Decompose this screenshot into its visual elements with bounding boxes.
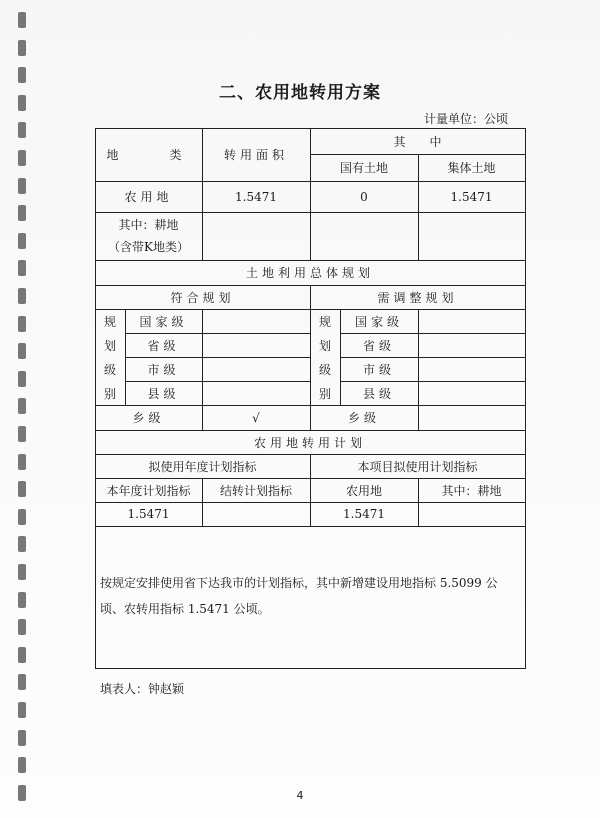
conform-level: 乡级 (132, 411, 165, 425)
plan-heading: 土地利用总体规划 (245, 266, 374, 280)
page-number: 4 (296, 789, 304, 802)
binding-hole (18, 592, 26, 608)
adjust-level: 县级 (362, 386, 395, 401)
binding-hole (18, 178, 26, 194)
row-farmland-collective: 1.5471 (450, 189, 493, 204)
level-char: 划 (103, 338, 116, 353)
conform-mark (202, 309, 310, 333)
binding-hole (18, 122, 26, 138)
page-title: 二、农用地转用方案 (219, 83, 381, 103)
val-arable (418, 502, 525, 526)
level-char: 规 (318, 314, 331, 329)
rule (95, 668, 525, 669)
row-farmland-area: 1.5471 (235, 189, 277, 204)
unit-label: 计量单位：公顷 (423, 112, 508, 126)
binding-hole (18, 454, 26, 470)
level-char: 别 (318, 386, 331, 401)
binding-hole (18, 233, 26, 249)
rule (525, 128, 526, 669)
adjust-level: 乡级 (347, 411, 380, 425)
sub-carryover-header: 结转计划指标 (219, 483, 292, 498)
adjust-heading: 需调整规划 (377, 290, 458, 305)
conform-heading: 符合规划 (170, 290, 235, 305)
val-year-plan: 1.5471 (127, 507, 170, 521)
row-arable-label-line2: （含带K地类） (108, 240, 189, 254)
level-char: 级 (318, 362, 331, 377)
binding-hole (18, 316, 26, 332)
conform-level: 省级 (147, 338, 180, 353)
row-farmland-label: 农用地 (124, 190, 173, 204)
sub-year-plan-header: 本年度计划指标 (106, 483, 191, 498)
binding-hole (18, 509, 26, 525)
binding-hole (18, 647, 26, 663)
val-farmland: 1.5471 (343, 507, 385, 521)
binding-hole (18, 205, 26, 221)
level-char: 别 (103, 386, 116, 401)
binding-hole (18, 426, 26, 442)
note-text: 按规定安排使用省下达我市的计划指标，其中新增建设用地指标 5.5099 公顷、农转用指标 1.5471 公顷。 (100, 576, 498, 616)
header-area: 转用面积 (223, 148, 288, 162)
row-arable-label (95, 212, 202, 260)
adjust-level: 市级 (362, 362, 395, 377)
binding-hole (18, 730, 26, 746)
binding-holes (8, 0, 28, 818)
binding-hole (18, 40, 26, 56)
filler-name: 填表人：钟赵颖 (100, 682, 185, 696)
binding-hole (18, 288, 26, 304)
binding-hole (18, 702, 26, 718)
level-char: 规 (103, 314, 116, 329)
binding-hole (18, 757, 26, 773)
level-char: 级 (103, 362, 116, 377)
rule (418, 309, 419, 430)
binding-hole (18, 260, 26, 276)
conform-mark (202, 381, 310, 405)
header-collective-land: 集体土地 (447, 161, 496, 175)
sub-farmland-header: 农用地 (345, 483, 382, 498)
conform-mark: √ (252, 410, 260, 425)
header-among: 其 中 (393, 134, 442, 149)
conform-mark (202, 333, 310, 357)
level-char: 划 (318, 338, 331, 353)
project-index-heading: 本项目拟使用计划指标 (357, 459, 478, 474)
sub-arable-header: 其中：耕地 (441, 483, 502, 498)
binding-hole (18, 343, 26, 359)
conform-level: 市级 (147, 362, 180, 377)
binding-hole (18, 619, 26, 635)
row-arable-label-line1: 其中：耕地 (118, 218, 179, 232)
val-carryover (202, 502, 310, 526)
binding-hole (18, 536, 26, 552)
binding-hole (18, 150, 26, 166)
row-farmland-state: 0 (360, 189, 368, 204)
binding-hole (18, 564, 26, 580)
header-land-type: 地 类 (106, 148, 191, 162)
annual-index-heading: 拟使用年度计划指标 (148, 459, 257, 474)
binding-hole (18, 398, 26, 414)
binding-hole (18, 12, 26, 28)
conform-mark (202, 357, 310, 381)
conform-level: 县级 (147, 386, 180, 401)
header-state-land: 国有土地 (339, 161, 388, 175)
conversion-plan-heading: 农用地转用计划 (253, 435, 366, 450)
binding-hole (18, 674, 26, 690)
adjust-level: 省级 (362, 338, 395, 353)
rule (95, 526, 525, 527)
conform-level: 国家级 (139, 314, 188, 329)
adjust-level: 国家级 (354, 314, 403, 329)
binding-hole (18, 371, 26, 387)
binding-hole (18, 481, 26, 497)
